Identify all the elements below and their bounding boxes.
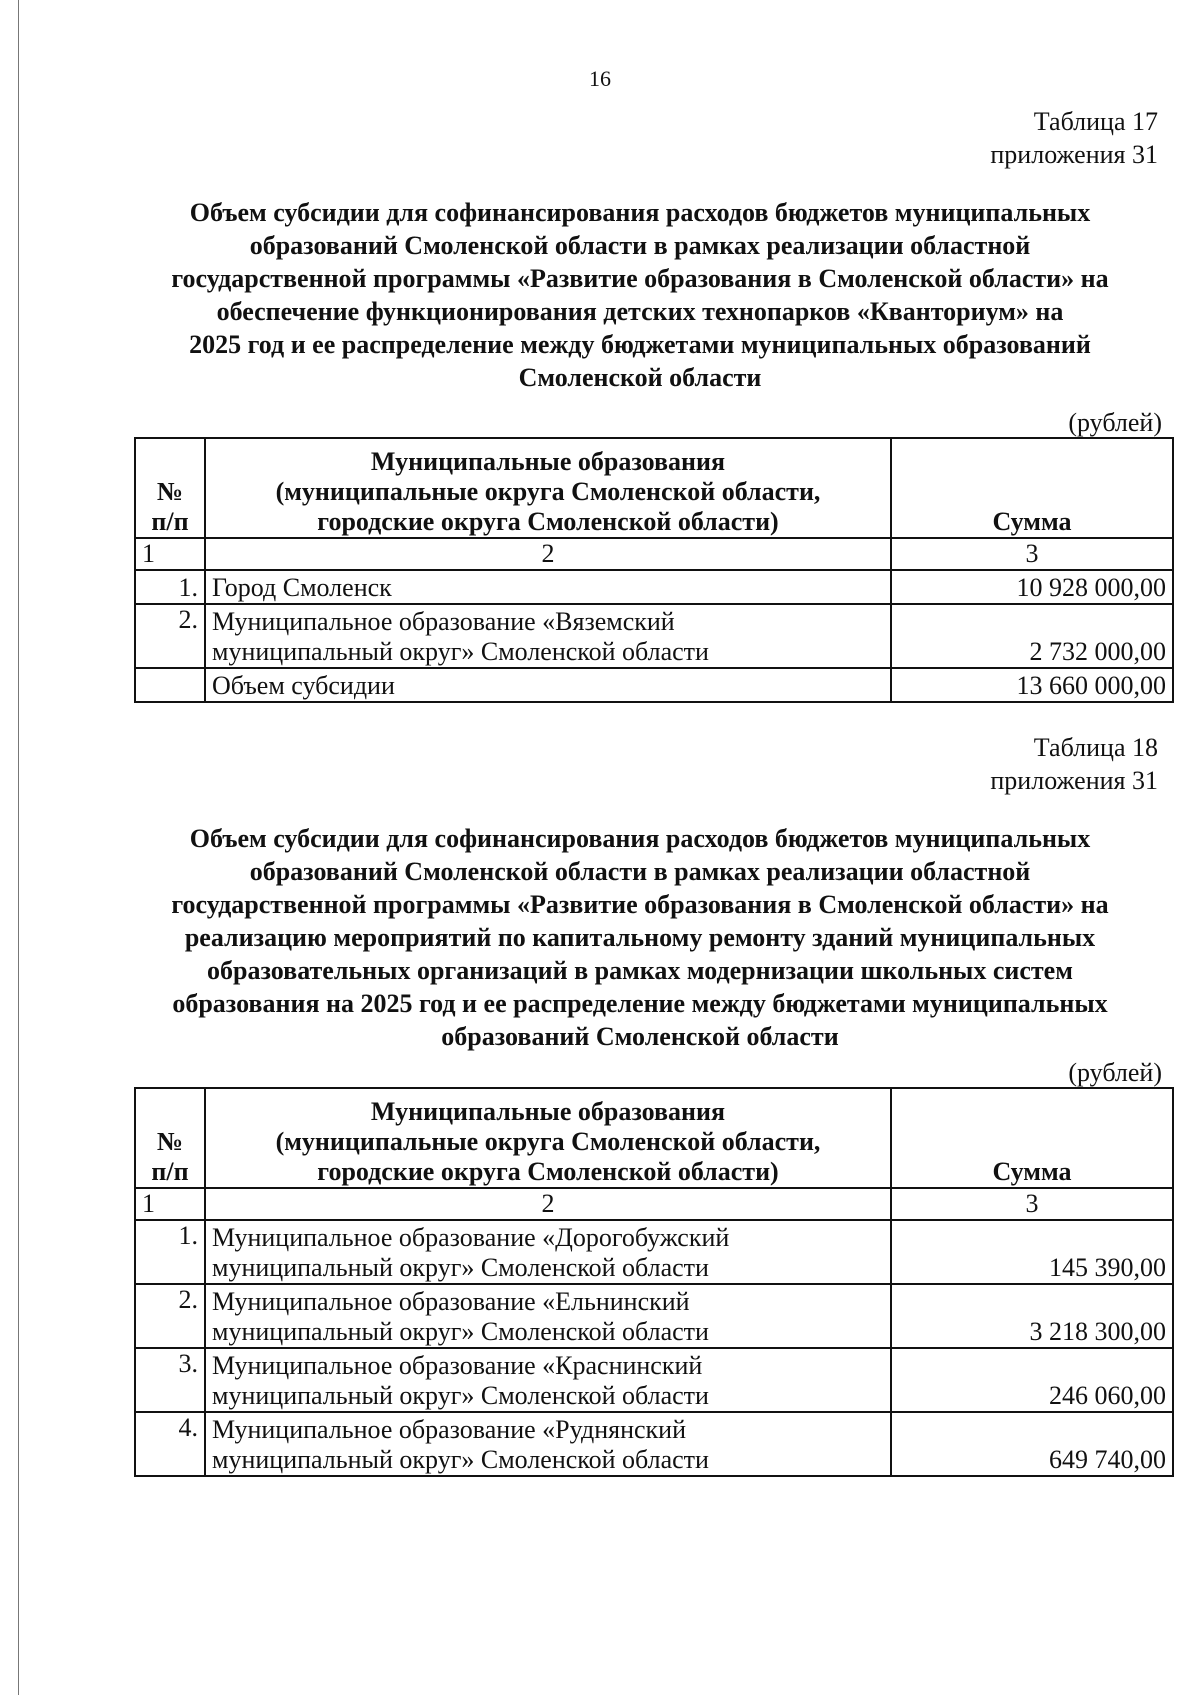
table-row	[135, 570, 1173, 604]
table17-caption-line2: приложения 31	[990, 140, 1158, 169]
row-name	[205, 1412, 891, 1476]
header-num-cell	[135, 438, 205, 538]
row-number: 1.	[135, 1220, 205, 1284]
title-line: государственной программы «Развитие образования в Смоленской области» на	[171, 890, 1109, 919]
page-number: 16	[589, 66, 611, 91]
column-number: 1	[135, 1188, 205, 1220]
table-header-row	[135, 1088, 1173, 1188]
table17-caption	[990, 105, 1158, 171]
row-name-line: муниципальный округ» Смоленской области	[212, 1445, 709, 1474]
table-row	[135, 604, 1173, 668]
header-name-line: городские округа Смоленской области)	[317, 1157, 779, 1186]
title-line: Объем субсидии для софинансирования расходов бюджетов муниципальных	[189, 824, 1091, 853]
row-name-line: Муниципальное образование «Вяземский	[212, 607, 675, 636]
row-amount: 246 060,00	[891, 1348, 1173, 1412]
row-number: 1.	[135, 570, 205, 604]
header-name-line: (муниципальные округа Смоленской области,	[275, 1127, 821, 1156]
row-number	[135, 668, 205, 702]
title-line: обеспечение функционирования детских технопарков «Кванториум» на	[216, 297, 1064, 326]
row-name	[205, 1348, 891, 1412]
column-number: 3	[891, 1188, 1173, 1220]
row-number: 2.	[135, 604, 205, 668]
row-amount: 145 390,00	[891, 1220, 1173, 1284]
header-name-line: Муниципальные образования	[370, 1097, 726, 1126]
row-name-line: Муниципальное образование «Ельнинский	[212, 1287, 690, 1316]
table-row	[135, 1412, 1173, 1476]
header-sum-cell: Сумма	[891, 1088, 1173, 1188]
table18-caption-line1: Таблица 18	[1033, 733, 1158, 762]
row-number: 3.	[135, 1348, 205, 1412]
row-number: 4.	[135, 1412, 205, 1476]
column-number: 2	[205, 1188, 891, 1220]
title-line: 2025 год и ее распределение между бюджетами муниципальных образований	[189, 330, 1091, 359]
row-name-line: Муниципальное образование «Дорогобужский	[212, 1223, 730, 1252]
row-name	[205, 570, 891, 604]
title-line: образований Смоленской области в рамках реализации областной	[249, 231, 1031, 260]
table17-caption-line1: Таблица 17	[1033, 107, 1158, 136]
header-sum-cell: Сумма	[891, 438, 1173, 538]
row-amount: 2 732 000,00	[891, 604, 1173, 668]
table17-unit: (рублей)	[1068, 408, 1162, 437]
row-amount: 649 740,00	[891, 1412, 1173, 1476]
header-name-cell	[205, 1088, 891, 1188]
row-name-line: муниципальный округ» Смоленской области	[212, 1317, 709, 1346]
row-number: 2.	[135, 1284, 205, 1348]
left-margin-line	[18, 0, 19, 1695]
column-number: 1	[135, 538, 205, 570]
column-number-row	[135, 538, 1173, 570]
row-amount: 10 928 000,00	[891, 570, 1173, 604]
title-line: образовательных организаций в рамках модернизации школьных систем	[207, 956, 1073, 985]
header-num-cell	[135, 1088, 205, 1188]
row-name	[205, 1220, 891, 1284]
header-name-line: Муниципальные образования	[370, 447, 726, 476]
table-header-row	[135, 438, 1173, 538]
row-amount: 3 218 300,00	[891, 1284, 1173, 1348]
table-row	[135, 1284, 1173, 1348]
header-num-line: п/п	[151, 507, 189, 536]
total-row	[135, 668, 1173, 702]
row-name	[205, 668, 891, 702]
title-line: реализацию мероприятий по капитальному ремонту зданий муниципальных	[184, 923, 1096, 952]
table18-caption-line2: приложения 31	[990, 766, 1158, 795]
row-name	[205, 604, 891, 668]
table17	[134, 437, 1174, 703]
header-name-line: городские округа Смоленской области)	[317, 507, 779, 536]
table18-caption	[990, 731, 1158, 797]
row-name-line: муниципальный округ» Смоленской области	[212, 1253, 709, 1282]
title-line: государственной программы «Развитие образования в Смоленской области» на	[171, 264, 1109, 293]
row-name-line: Муниципальное образование «Краснинский	[212, 1351, 703, 1380]
title-line: Смоленской области	[518, 363, 762, 392]
title-line: образований Смоленской области в рамках реализации областной	[249, 857, 1031, 886]
title-line: Объем субсидии для софинансирования расходов бюджетов муниципальных	[189, 198, 1091, 227]
header-num-line: №	[156, 1127, 184, 1156]
header-name-line: (муниципальные округа Смоленской области,	[275, 477, 821, 506]
table-row	[135, 1220, 1173, 1284]
row-name	[205, 1284, 891, 1348]
row-name-line: муниципальный округ» Смоленской области	[212, 637, 709, 666]
row-name-line: Муниципальное образование «Руднянский	[212, 1415, 686, 1444]
table18-unit: (рублей)	[1068, 1058, 1162, 1087]
title-line: образований Смоленской области	[441, 1022, 839, 1051]
column-number: 3	[891, 538, 1173, 570]
table-row	[135, 1348, 1173, 1412]
row-amount: 13 660 000,00	[891, 668, 1173, 702]
row-name-line: Город Смоленск	[212, 573, 392, 602]
header-num-line: п/п	[151, 1157, 189, 1186]
table17-title	[110, 196, 1170, 394]
row-name-line: Объем субсидии	[212, 671, 395, 700]
title-line: образования на 2025 год и ее распределение между бюджетами муниципальных	[172, 989, 1108, 1018]
column-number-row	[135, 1188, 1173, 1220]
header-num-line: №	[156, 477, 184, 506]
table18	[134, 1087, 1174, 1477]
column-number: 2	[205, 538, 891, 570]
header-name-cell	[205, 438, 891, 538]
row-name-line: муниципальный округ» Смоленской области	[212, 1381, 709, 1410]
table18-title	[110, 822, 1170, 1053]
